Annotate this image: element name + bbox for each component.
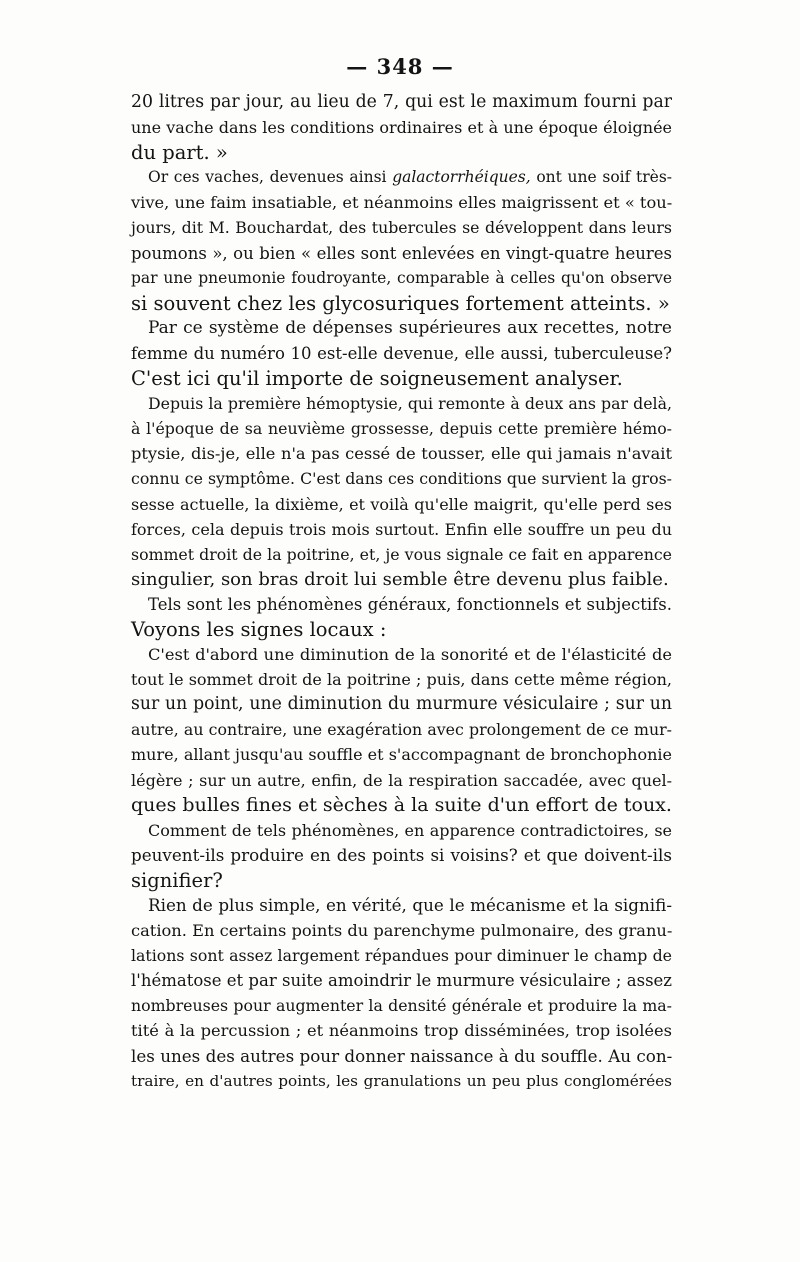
text-line: cation. En certains points du parenchyme pulmonaire, des granu-: [131, 921, 673, 941]
text-fragment: ont une soif très-: [530, 168, 673, 187]
text-line: autre, au contraire, une exagération avec prolongement de ce mur-: [131, 720, 672, 740]
text-line: l'hématose et par suite amoindrir le murmure vésiculaire ; assez: [131, 971, 672, 991]
text-line: traire, en d'autres points, les granulations un peu plus conglomérées: [131, 1071, 672, 1090]
text-line: C'est ici qu'il importe de soigneusement analyser.: [131, 367, 623, 391]
text-line: du part. »: [131, 141, 228, 165]
text-line: Voyons les signes locaux :: [131, 617, 387, 641]
text-line: sesse actuelle, la dixième, et voilà qu'elle maigrit, qu'elle perd ses: [131, 494, 672, 514]
text-line: à l'époque de sa neuvième grossesse, depuis cette première hémo-: [131, 419, 672, 439]
text-line: peuvent-ils produire en des points si voisins? et que doivent-ils: [131, 844, 672, 865]
text-line: Depuis la première hémoptysie, qui remonte à deux ans par delà,: [148, 394, 672, 414]
text-line: légère ; sur un autre, enfin, de la respiration saccadée, avec quel-: [131, 770, 672, 790]
page-number: — 348 —: [346, 54, 454, 79]
text-line: mure, allant jusqu'au souffle et s'accompagnant de bronchophonie: [131, 745, 672, 765]
text-line: signifier?: [131, 868, 223, 892]
text-line: ques bulles fines et sèches à la suite d'un effort de toux.: [131, 793, 672, 816]
text-line: sur un point, une diminution du murmure vésiculaire ; sur un: [131, 694, 672, 715]
text-line: forces, cela depuis trois mois surtout. Enfin elle souffre un peu du: [131, 519, 672, 539]
text-line: vive, une faim insatiable, et néanmoins elles maigrissent et « tou-: [131, 193, 673, 213]
text-line: lations sont assez largement répandues pour diminuer le champ de: [131, 946, 672, 966]
text-line: une vache dans les conditions ordinaires et à une époque éloignée: [131, 118, 672, 138]
text-line: tout le sommet droit de la poitrine ; puis, dans cette même région,: [131, 670, 672, 690]
text-line: Comment de tels phénomènes, en apparence contradictoires, se: [148, 820, 672, 840]
text-line: poumons », ou bien « elles sont enlevées en vingt-quatre heures: [131, 243, 672, 263]
text-line: Tels sont les phénomènes généraux, fonctionnels et subjectifs.: [148, 594, 672, 614]
text-line: si souvent chez les glycosuriques fortement atteints. »: [131, 291, 670, 315]
text-line: jours, dit M. Bouchardat, des tubercules se développent dans leurs: [131, 218, 672, 238]
text-line: ptysie, dis-je, elle n'a pas cessé de tousser, elle qui jamais n'avait: [131, 444, 672, 464]
text-line: par une pneumonie foudroyante, comparable à celles qu'on observe: [131, 268, 672, 287]
text-line: femme du numéro 10 est-elle devenue, elle aussi, tuberculeuse?: [131, 343, 672, 363]
text-line: Par ce système de dépenses supérieures aux recettes, notre: [148, 317, 672, 338]
body-text: [131, 90, 672, 1094]
text-line: connu ce symptôme. C'est dans ces conditions que survient la gros-: [131, 469, 672, 489]
text-line: 20 litres par jour, au lieu de 7, qui est le maximum fourni par: [131, 92, 672, 112]
text-line: Rien de plus simple, en vérité, que le mécanisme et la signifi-: [148, 895, 672, 915]
text-line: [131, 165, 672, 190]
italic-term: galactorrhéiques,: [392, 168, 531, 187]
text-line: tité à la percussion ; et néanmoins trop disséminées, trop isolées: [131, 1021, 672, 1041]
text-line: C'est d'abord une diminution de la sonorité et de l'élasticité de: [148, 645, 672, 665]
text-line: nombreuses pour augmenter la densité générale et produire la ma-: [131, 996, 672, 1016]
text-line: les unes des autres pour donner naissance à du souffle. Au con-: [131, 1045, 673, 1066]
text-line: sommet droit de la poitrine, et, je vous signale ce fait en apparence: [131, 544, 672, 564]
text-fragment: Or ces vaches, devenues ainsi: [148, 168, 387, 187]
text-line: singulier, son bras droit lui semble être devenu plus faible.: [131, 568, 669, 590]
